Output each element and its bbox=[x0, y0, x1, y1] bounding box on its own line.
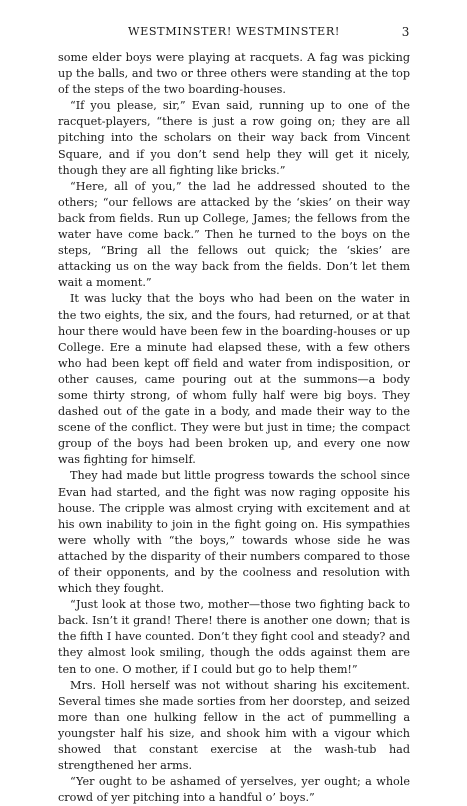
paragraph: “Here, all of you,” the lad he addressed shouted to the others; “our fellows are attacked by the ‘skies’ on their way back from fields. Run up College, James; the fellows from the water have come back.” Then he turned to the boys on the steps, “Bring all the fellows out quick; the ‘skies’ are attacking us on the way back from the fields. Don’t let them wait a moment.” bbox=[58, 179, 410, 290]
running-title: WESTMINSTER! WESTMINSTER! bbox=[128, 25, 340, 38]
page-number: 3 bbox=[401, 25, 410, 39]
running-head bbox=[58, 22, 410, 42]
paragraph: “Yer ought to be ashamed of yerselves, yer ought; a whole crowd of yer pitching into a handful o’ boys.” bbox=[58, 775, 410, 805]
paragraph: They had made but little progress towards the school since Evan had started, and the fight was now raging opposite his house. The cripple was almost crying with excitement and at his own inability to join in the fight going on. His sympathies were wholly with “the boys,” towards whose side he was attached by the disparity of their numbers compared to those of their opponents, and by the coolness and resolution with which they fought. bbox=[58, 469, 410, 596]
body-text bbox=[58, 50, 410, 806]
paragraph: It was lucky that the boys who had been on the water in the two eights, the six, and the fours, had returned, or at that hour there would have been few in the boarding-houses or up College. Ere a minute had elapsed these, with a few others who had been kept off field and water from indisposition, or other causes, came pouring out at the summons—a body some thirty strong, of whom fully half were big boys. They dashed out of the gate in a body, and made their way to the scene of the conflict. They were but just in time; the compact group of the boys had been broken up, and every one now was fighting for himself. bbox=[58, 292, 410, 467]
paragraph: “Just look at those two, mother—those two fighting back to back. Isn’t it grand! There! there is another one down; that is the fifth I have counted. Don’t they fight cool and steady? and they almost look smiling, though the odds against them are ten to one. O mother, if I could but go to help them!” bbox=[58, 598, 410, 676]
paragraph: “If you please, sir,” Evan said, running up to one of the racquet-players, “there is just a row going on; they are all pitching into the scholars on their way back from Vincent Square, and if you don’t send help they will get it nicely, though they are all fighting like bricks.” bbox=[58, 99, 410, 177]
paragraph: some elder boys were playing at racquets. A fag was picking up the balls, and two or three others were standing at the top of the steps of the two boarding-houses. bbox=[58, 51, 410, 97]
paragraph: Mrs. Holl herself was not without sharing his excitement. Several times she made sorties from her doorstep, and seized more than one hulking fellow in the act of pummelling a youngster half his size, and shook him with a vigour which showed that constant exercise at the wash-tub had strengthened her arms. bbox=[58, 678, 410, 773]
book-page bbox=[58, 22, 410, 806]
